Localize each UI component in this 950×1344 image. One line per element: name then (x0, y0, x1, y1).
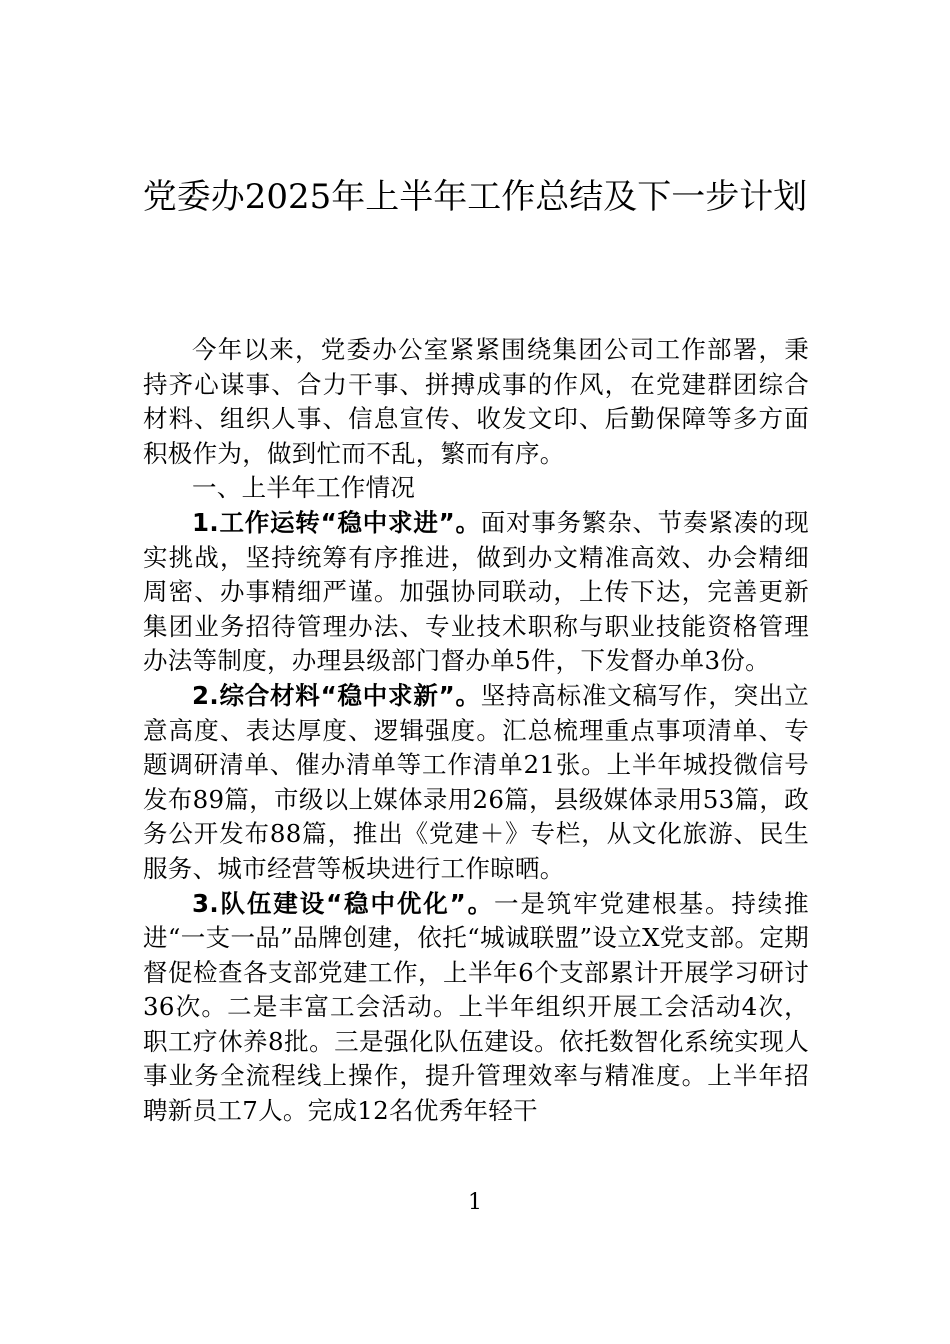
document-title: 党委办2025年上半年工作总结及下一步计划 (142, 177, 808, 217)
item-paragraph-3 (143, 887, 809, 1129)
section-heading: 一、上半年工作情况 (192, 473, 416, 503)
item-text-3: 一是筑牢党建根基。持续推进“一支一品”品牌创建，依托“城诚联盟”设立X党支部。定期督促检查各支部党建工作，上半年6个支部累计开展学习研讨36次。二是丰富工会活动。上半年组织开展工会活动4次，职工疗休养8批。三是强化队伍建设。依托数智化系统实现人事业务全流程线上操作，提升管理效率与精准度。上半年招聘新员工7人。完成12名优秀年轻干 (143, 888, 809, 1126)
item-paragraph-1 (143, 506, 809, 679)
intro-paragraph: 今年以来，党委办公室紧紧围绕集团公司工作部署，秉持齐心谋事、合力干事、拼搏成事的作风，在党建群团综合材料、组织人事、信息宣传、收发文印、后勤保障等多方面积极作为，做到忙而不乱，繁而有序。 (143, 335, 809, 468)
page-number: 1 (468, 1190, 482, 1215)
item-paragraph-2 (143, 679, 809, 887)
document-body (143, 333, 809, 1129)
item-lead-3: 3.队伍建设“稳中优化”。 (192, 888, 494, 918)
item-text-2: 坚持高标准文稿写作，突出立意高度、表达厚度、逻辑强度。汇总梳理重点事项清单、专题调研清单、催办清单等工作清单21张。上半年城投微信号发布89篇，市级以上媒体录用26篇，县级媒体录用53篇，政务公开发布88篇，推出《党建＋》专栏，从文化旅游、民生服务、城市经营等板块进行工作晾晒。 (143, 680, 809, 883)
item-lead-2: 2.综合材料“稳中求新”。 (192, 680, 481, 710)
item-lead-1: 1.工作运转“稳中求进”。 (192, 507, 481, 537)
item-text-1: 面对事务繁杂、节奏紧凑的现实挑战，坚持统筹有序推进，做到办文精准高效、办会精细周密、办事精细严谨。加强协同联动，上传下达，完善更新集团业务招待管理办法、专业技术职称与职业技能资格管理办法等制度，办理县级部门督办单5件，下发督办单3份。 (143, 507, 809, 676)
